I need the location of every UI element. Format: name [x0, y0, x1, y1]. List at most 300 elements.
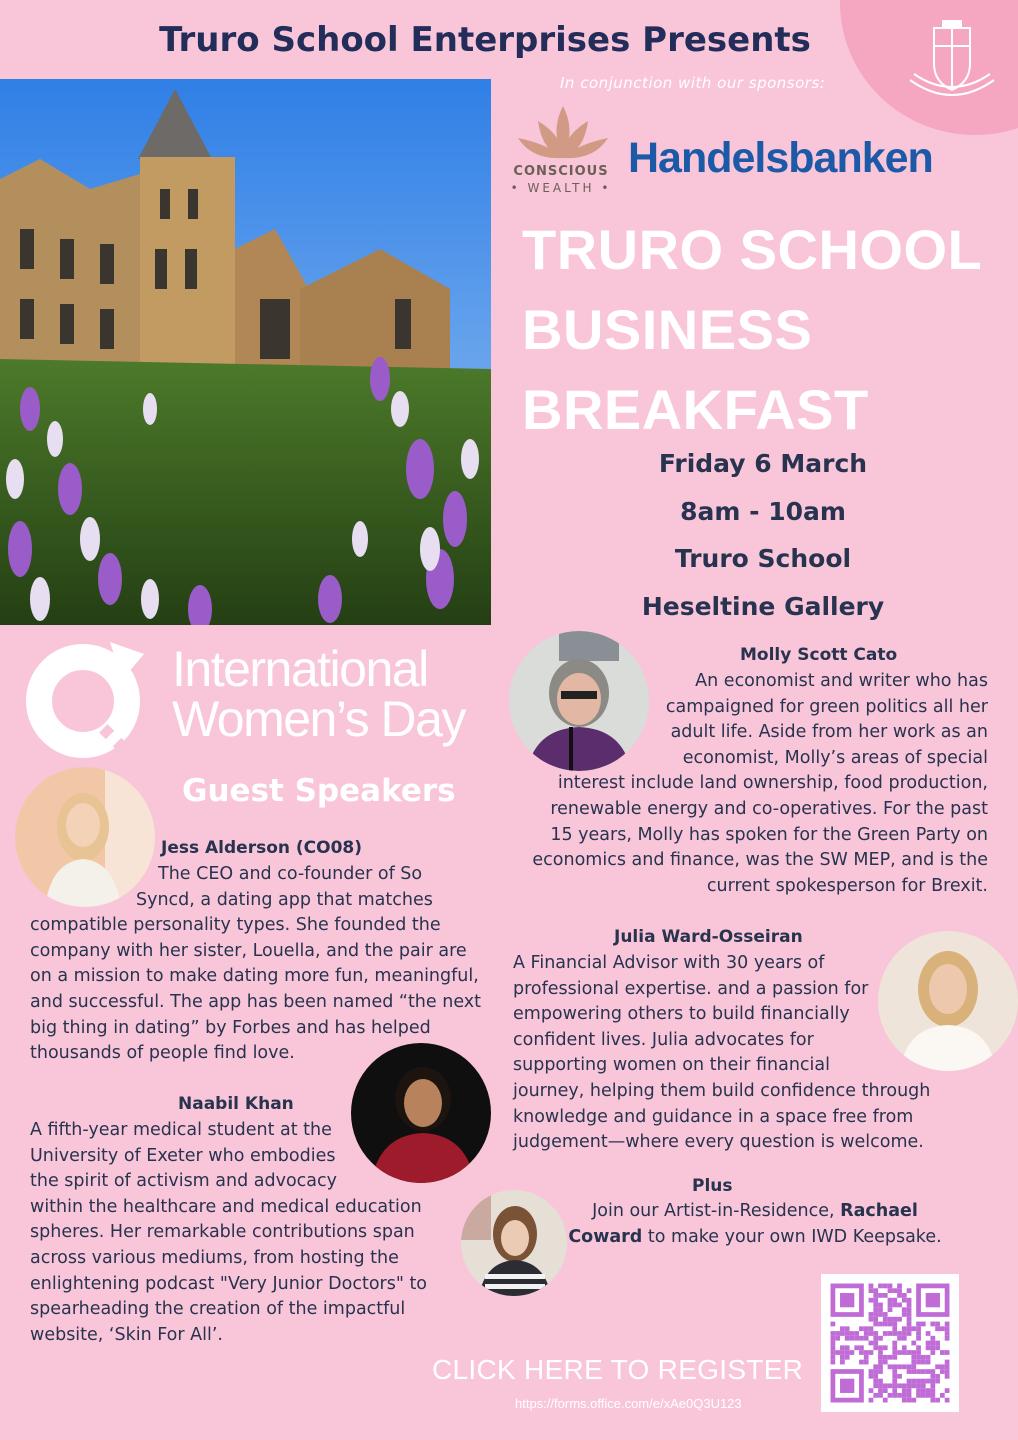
qr-module: [883, 1355, 888, 1360]
qr-module: [888, 1303, 893, 1308]
qr-module: [902, 1307, 907, 1312]
qr-module: [921, 1393, 926, 1398]
qr-module: [859, 1360, 864, 1365]
qr-module: [926, 1369, 931, 1374]
bio-line: across various mediums, from hosting the: [30, 1247, 399, 1268]
qr-module: [892, 1326, 897, 1331]
bio-line: interest include land ownership, food production,: [557, 773, 988, 794]
qr-module: [940, 1369, 945, 1374]
bio-line: big thing in dating” by Forbes and has helped: [30, 1017, 431, 1038]
qr-module: [911, 1341, 916, 1346]
qr-module: [873, 1379, 878, 1384]
qr-module: [869, 1398, 874, 1403]
qr-module: [883, 1293, 888, 1298]
qr-module: [897, 1303, 902, 1308]
qr-module: [935, 1364, 940, 1369]
qr-module: [930, 1369, 935, 1374]
bio-line: Syncd, a dating app that matches: [136, 889, 433, 910]
qr-module: [916, 1383, 921, 1388]
guest-speakers-heading: Guest Speakers: [182, 773, 456, 809]
speaker-bio-naabil: [30, 1118, 460, 1348]
qr-module: [883, 1360, 888, 1365]
qr-module: [878, 1284, 883, 1289]
qr-module: [897, 1383, 902, 1388]
qr-module: [892, 1288, 897, 1293]
qr-module: [840, 1360, 845, 1365]
qr-module: [921, 1383, 926, 1388]
qr-module: [911, 1326, 916, 1331]
qr-module: [945, 1336, 950, 1341]
qr-module: [831, 1336, 836, 1341]
rachael-coward-photo: [461, 1190, 567, 1296]
qr-module: [945, 1398, 950, 1403]
qr-code-icon[interactable]: [821, 1274, 959, 1412]
qr-module: [902, 1326, 907, 1331]
handelsbanken-logo: Handelsbanken: [628, 134, 933, 182]
qr-module: [845, 1331, 850, 1336]
qr-module: [873, 1374, 878, 1379]
qr-module: [935, 1345, 940, 1350]
school-photo: [0, 79, 491, 625]
qr-module: [916, 1336, 921, 1341]
qr-module: [940, 1326, 945, 1331]
qr-module: [859, 1336, 864, 1341]
sponsors-note: In conjunction with our sponsors:: [560, 74, 826, 92]
qr-module: [873, 1312, 878, 1317]
qr-module: [888, 1355, 893, 1360]
qr-module: [902, 1383, 907, 1388]
qr-module: [897, 1393, 902, 1398]
plus-text-pre: Join our Artist-in-Residence,: [592, 1201, 841, 1221]
qr-module: [835, 1350, 840, 1355]
qr-module: [864, 1360, 869, 1365]
qr-module: [873, 1393, 878, 1398]
qr-module: [869, 1341, 874, 1346]
qr-module: [930, 1341, 935, 1346]
qr-module: [888, 1317, 893, 1322]
qr-module: [907, 1317, 912, 1322]
qr-module: [945, 1331, 950, 1336]
qr-module: [907, 1350, 912, 1355]
qr-module: [926, 1393, 931, 1398]
qr-module: [873, 1331, 878, 1336]
qr-module: [892, 1331, 897, 1336]
qr-module: [869, 1288, 874, 1293]
bio-line: economist, Molly’s areas of special: [682, 747, 988, 768]
qr-module: [907, 1383, 912, 1388]
qr-module: [869, 1298, 874, 1303]
iwd-title: [172, 641, 465, 747]
qr-module: [916, 1322, 921, 1327]
qr-module: [878, 1388, 883, 1393]
qr-module: [883, 1331, 888, 1336]
bio-line: company with her sister, Louella, and the pair are: [30, 940, 467, 961]
qr-module: [888, 1307, 893, 1312]
qr-module: [926, 1379, 931, 1384]
qr-module: [911, 1369, 916, 1374]
qr-module: [926, 1331, 931, 1336]
qr-module: [878, 1383, 883, 1388]
qr-module: [859, 1350, 864, 1355]
qr-module: [916, 1388, 921, 1393]
conscious-wealth-name: CONSCIOUS: [513, 164, 609, 179]
qr-module: [892, 1350, 897, 1355]
qr-module: [878, 1364, 883, 1369]
qr-module: [869, 1388, 874, 1393]
qr-module: [945, 1388, 950, 1393]
qr-module: [831, 1360, 836, 1365]
event-title-line: TRURO SCHOOL: [522, 218, 983, 281]
qr-module: [911, 1360, 916, 1365]
event-room: Heseltine Gallery: [641, 591, 885, 621]
plus-text-post: to make your own IWD Keepsake.: [642, 1226, 942, 1247]
qr-module: [935, 1398, 940, 1403]
qr-module: [892, 1303, 897, 1308]
qr-module: [845, 1350, 850, 1355]
event-title-line: BUSINESS: [522, 298, 813, 361]
qr-module: [911, 1383, 916, 1388]
qr-module: [897, 1350, 902, 1355]
qr-module: [916, 1326, 921, 1331]
qr-module: [864, 1350, 869, 1355]
plus-line: [560, 1199, 950, 1225]
qr-module: [888, 1393, 893, 1398]
qr-module: [916, 1350, 921, 1355]
qr-module: [940, 1364, 945, 1369]
qr-module: [883, 1284, 888, 1289]
qr-module: [878, 1360, 883, 1365]
qr-module: [878, 1303, 883, 1308]
qr-module: [883, 1388, 888, 1393]
speaker-bio-jess: [30, 862, 500, 1067]
bio-line: An economist and writer who has: [695, 671, 988, 691]
qr-module: [831, 1322, 836, 1327]
qr-module: [878, 1393, 883, 1398]
qr-module: [926, 1355, 931, 1360]
qr-module: [897, 1374, 902, 1379]
speaker-name-jess: Jess Alderson (CO08): [161, 838, 363, 858]
qr-module: [907, 1393, 912, 1398]
bio-line: the spirit of activism and advocacy: [30, 1171, 338, 1192]
qr-module: [930, 1383, 935, 1388]
qr-module: [878, 1350, 883, 1355]
qr-module: [921, 1355, 926, 1360]
event-details: [560, 440, 966, 630]
plus-text: [560, 1199, 950, 1250]
qr-module: [945, 1350, 950, 1355]
bio-line: spheres. Her remarkable contributions span: [30, 1222, 415, 1243]
qr-module: [935, 1374, 940, 1379]
qr-module: [892, 1383, 897, 1388]
bio-line: University of Exeter who embodies: [30, 1145, 336, 1166]
qr-module: [892, 1369, 897, 1374]
qr-module: [897, 1293, 902, 1298]
qr-module: [859, 1345, 864, 1350]
qr-module: [921, 1322, 926, 1327]
qr-module: [907, 1331, 912, 1336]
qr-module: [878, 1369, 883, 1374]
speaker-name-naabil: Naabil Khan: [178, 1094, 294, 1114]
qr-module: [902, 1336, 907, 1341]
qr-module: [930, 1345, 935, 1350]
qr-module: [902, 1393, 907, 1398]
qr-module: [921, 1388, 926, 1393]
bio-line: and successful. The app has been named “the next: [30, 991, 482, 1012]
qr-module: [869, 1326, 874, 1331]
qr-module: [897, 1336, 902, 1341]
qr-module: [902, 1293, 907, 1298]
qr-module: [921, 1379, 926, 1384]
bio-line: supporting women on their financial: [513, 1055, 830, 1076]
event-title: [522, 210, 982, 450]
event-date: Friday 6 March: [658, 449, 868, 478]
qr-module: [930, 1322, 935, 1327]
qr-module: [869, 1350, 874, 1355]
qr-module: [892, 1388, 897, 1393]
qr-module: [935, 1341, 940, 1346]
qr-module: [897, 1317, 902, 1322]
qr-module: [897, 1364, 902, 1369]
qr-module: [921, 1360, 926, 1365]
bio-line: professional expertise. and a passion for: [513, 978, 869, 999]
artist-first-name: Rachael: [840, 1201, 918, 1221]
qr-module: [907, 1303, 912, 1308]
qr-module: [930, 1350, 935, 1355]
qr-module: [840, 1326, 845, 1331]
qr-module: [873, 1288, 878, 1293]
bio-line: current spokesperson for Brexit.: [706, 875, 988, 896]
qr-module: [845, 1326, 850, 1331]
qr-module: [945, 1369, 950, 1374]
qr-module: [935, 1322, 940, 1327]
qr-module: [864, 1331, 869, 1336]
qr-module: [883, 1312, 888, 1317]
qr-module: [888, 1331, 893, 1336]
qr-module: [907, 1364, 912, 1369]
qr-module: [869, 1312, 874, 1317]
qr-module: [873, 1364, 878, 1369]
qr-module: [888, 1322, 893, 1327]
qr-module: [897, 1331, 902, 1336]
qr-module: [840, 1350, 845, 1355]
qr-module: [911, 1350, 916, 1355]
qr-module: [930, 1379, 935, 1384]
qr-module: [892, 1322, 897, 1327]
qr-module: [850, 1336, 855, 1341]
qr-module: [907, 1379, 912, 1384]
qr-module: [869, 1284, 874, 1289]
qr-module: [940, 1350, 945, 1355]
qr-module: [911, 1355, 916, 1360]
qr-module: [892, 1364, 897, 1369]
bio-line: 15 years, Molly has spoken for the Green Party on: [550, 824, 988, 845]
qr-module: [907, 1398, 912, 1403]
qr-module: [864, 1355, 869, 1360]
bio-line: on a mission to make dating more fun, meaningful,: [30, 966, 479, 987]
qr-module: [878, 1307, 883, 1312]
bio-line: journey, helping them build confidence through: [513, 1080, 931, 1101]
qr-module: [892, 1298, 897, 1303]
qr-module: [945, 1360, 950, 1365]
register-url[interactable]: https://forms.office.com/e/xAe0Q3U123: [515, 1396, 742, 1411]
qr-module: [911, 1379, 916, 1384]
iwd-symbol-icon: [22, 640, 144, 762]
qr-module: [945, 1322, 950, 1327]
speaker-name-molly: Molly Scott Cato: [740, 645, 898, 665]
bio-line: spearheading the creation of the impactful: [30, 1299, 406, 1320]
qr-module: [888, 1364, 893, 1369]
qr-module: [888, 1284, 893, 1289]
qr-module: [840, 1355, 845, 1360]
qr-module: [911, 1398, 916, 1403]
event-venue: Truro School: [674, 544, 852, 573]
qr-module: [916, 1379, 921, 1384]
qr-module: [902, 1388, 907, 1393]
qr-module: [869, 1331, 874, 1336]
bio-line: enlightening podcast "Very Junior Doctors" to: [30, 1273, 428, 1294]
qr-module: [902, 1331, 907, 1336]
bio-line: confident lives. Julia advocates for: [513, 1029, 814, 1050]
qr-module: [935, 1326, 940, 1331]
qr-module: [902, 1364, 907, 1369]
bio-line: website, ‘Skin For All’.: [30, 1324, 223, 1345]
qr-module: [835, 1336, 840, 1341]
qr-module: [864, 1326, 869, 1331]
qr-module: [873, 1336, 878, 1341]
qr-module: [916, 1355, 921, 1360]
qr-module: [902, 1298, 907, 1303]
qr-module: [869, 1369, 874, 1374]
bio-line: within the healthcare and medical education: [30, 1196, 422, 1217]
qr-module: [878, 1345, 883, 1350]
qr-module: [854, 1336, 859, 1341]
qr-module: [926, 1360, 931, 1365]
speaker-bio-molly: [500, 669, 988, 899]
presents-heading: Truro School Enterprises Presents: [159, 20, 811, 60]
qr-module: [916, 1360, 921, 1365]
qr-module: [873, 1293, 878, 1298]
qr-module: [878, 1379, 883, 1384]
qr-module: [907, 1322, 912, 1327]
bio-line: judgement—where every question is welcome.: [513, 1132, 924, 1153]
qr-module: [892, 1374, 897, 1379]
qr-module: [907, 1298, 912, 1303]
qr-module: [883, 1345, 888, 1350]
iwd-line: International: [172, 641, 428, 697]
qr-module: [926, 1341, 931, 1346]
qr-module: [916, 1369, 921, 1374]
qr-module: [873, 1303, 878, 1308]
qr-module: [892, 1355, 897, 1360]
qr-module: [883, 1398, 888, 1403]
register-link[interactable]: CLICK HERE TO REGISTER: [432, 1354, 804, 1385]
qr-module: [897, 1284, 902, 1289]
qr-module: [892, 1379, 897, 1384]
qr-module: [873, 1383, 878, 1388]
qr-module: [902, 1345, 907, 1350]
qr-module: [878, 1312, 883, 1317]
qr-module: [907, 1326, 912, 1331]
qr-module: [892, 1393, 897, 1398]
qr-module: [907, 1307, 912, 1312]
speaker-bio-julia: [513, 951, 953, 1156]
qr-module: [854, 1331, 859, 1336]
qr-module: [902, 1398, 907, 1403]
qr-module: [878, 1322, 883, 1327]
qr-module: [845, 1355, 850, 1360]
qr-module: [864, 1336, 869, 1341]
qr-module: [845, 1345, 850, 1350]
speaker-name-julia: Julia Ward-Osseiran: [614, 927, 803, 947]
qr-module: [859, 1326, 864, 1331]
qr-module: [892, 1345, 897, 1350]
qr-module: [930, 1388, 935, 1393]
bio-line: The CEO and co-founder of So: [158, 864, 423, 884]
bio-line: A Financial Advisor with 30 years of: [513, 953, 825, 973]
bio-line: campaigned for green politics all her: [665, 696, 988, 717]
qr-module: [850, 1350, 855, 1355]
qr-module: [921, 1369, 926, 1374]
qr-module: [935, 1379, 940, 1384]
qr-module: [930, 1398, 935, 1403]
qr-module: [878, 1355, 883, 1360]
qr-module: [930, 1374, 935, 1379]
bio-line: economics and finance, was the SW MEP, and is the: [532, 850, 988, 871]
qr-module: [873, 1345, 878, 1350]
qr-module: [840, 1345, 845, 1350]
bio-line: empowering others to build financially: [513, 1004, 850, 1025]
qr-module: [883, 1322, 888, 1327]
qr-module: [926, 1345, 931, 1350]
plus-line: [560, 1225, 950, 1251]
qr-module: [888, 1383, 893, 1388]
qr-module: [892, 1317, 897, 1322]
bio-line: thousands of people find love.: [30, 1043, 295, 1064]
qr-module: [840, 1331, 845, 1336]
qr-module: [888, 1288, 893, 1293]
qr-module: [907, 1388, 912, 1393]
bio-line: adult life. Aside from her work as an: [670, 722, 988, 743]
event-time: 8am - 10am: [680, 496, 846, 526]
qr-module: [911, 1364, 916, 1369]
qr-module: [930, 1336, 935, 1341]
qr-module: [845, 1336, 850, 1341]
qr-module: [907, 1288, 912, 1293]
event-title-line: BREAKFAST: [522, 378, 869, 441]
qr-module: [831, 1341, 836, 1346]
qr-module: [850, 1331, 855, 1336]
artist-last-name: Coward: [568, 1226, 643, 1247]
qr-module: [869, 1317, 874, 1322]
qr-module: [907, 1369, 912, 1374]
qr-module: [873, 1307, 878, 1312]
qr-module: [940, 1393, 945, 1398]
qr-module: [878, 1293, 883, 1298]
qr-module: [831, 1350, 836, 1355]
qr-module: [897, 1288, 902, 1293]
bio-line: renewable energy and co-operatives. For the past: [550, 798, 988, 819]
qr-module: [916, 1345, 921, 1350]
qr-module: [888, 1298, 893, 1303]
qr-module: [873, 1298, 878, 1303]
qr-module: [873, 1322, 878, 1327]
qr-module: [883, 1317, 888, 1322]
qr-module: [873, 1341, 878, 1346]
qr-module: [873, 1317, 878, 1322]
bio-line: compatible personality types. She founded the: [30, 915, 441, 936]
qr-module: [945, 1374, 950, 1379]
qr-module: [835, 1331, 840, 1336]
